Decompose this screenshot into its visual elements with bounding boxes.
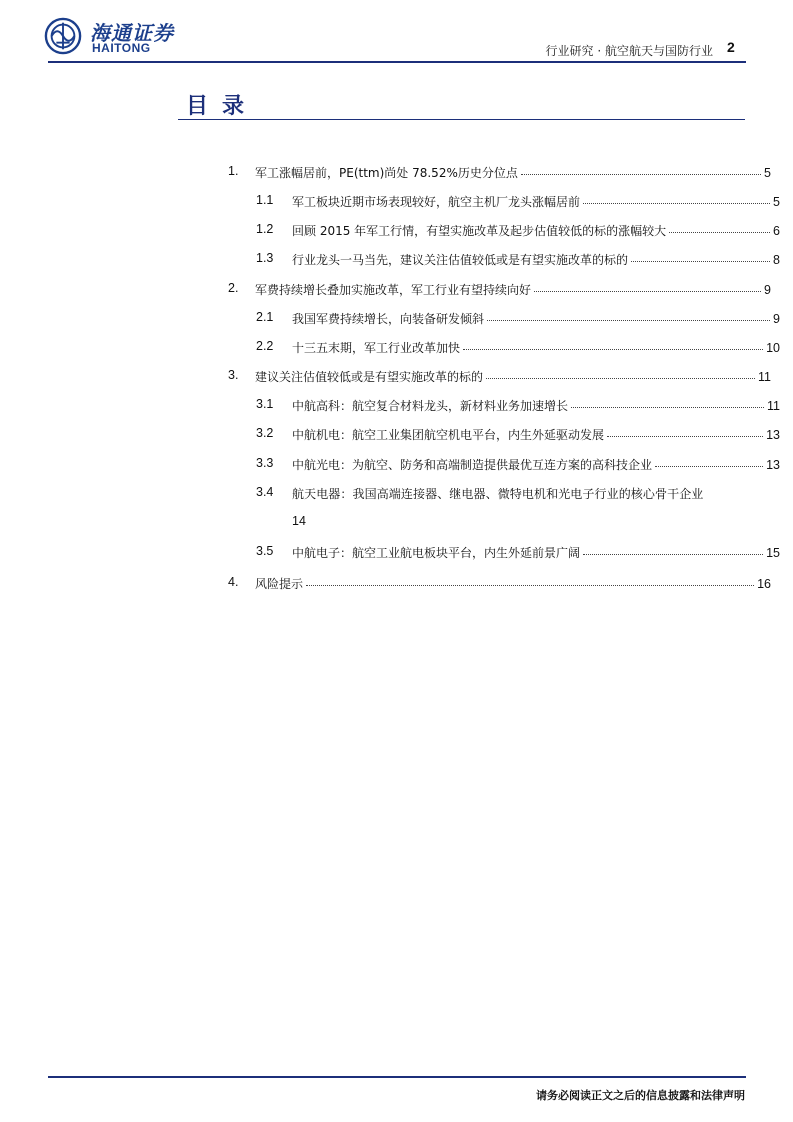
- toc-entry-title: 中航机电：航空工业集团航空机电平台，内生外延驱动发展: [292, 428, 605, 442]
- dot-leader: [631, 251, 770, 262]
- toc-entry-title: 我国军费持续增长，向装备研发倾斜: [292, 312, 485, 326]
- toc-entry-title: 建议关注估值较低或是有望实施改革的标的: [255, 370, 484, 384]
- page-number: 2: [727, 39, 735, 55]
- toc-entry-number: 1.: [228, 164, 239, 178]
- toc-entry-3-2[interactable]: [256, 426, 780, 444]
- dot-leader: [463, 339, 763, 350]
- toc-entry-number: 2.1: [256, 310, 274, 324]
- toc-entry-number: 3.5: [256, 544, 274, 558]
- dot-leader: [583, 193, 770, 204]
- disclosure-notice: 请务必阅读正文之后的信息披露和法律声明: [536, 1089, 745, 1102]
- company-logo: [44, 15, 204, 59]
- toc-entry-number: 3.1: [256, 397, 274, 411]
- header-divider: [48, 61, 746, 63]
- toc-entry-number: 1.1: [256, 193, 274, 207]
- toc-entry-1-2[interactable]: [256, 222, 780, 240]
- dot-leader: [306, 575, 754, 586]
- report-category: 行业研究 · 航空航天与国防行业: [545, 44, 713, 58]
- toc-entry-page: 11: [767, 399, 780, 413]
- toc-entry-3[interactable]: [228, 368, 771, 386]
- toc-entry-number: 3.4: [256, 485, 274, 499]
- dot-leader: [534, 281, 761, 292]
- toc-entry-title: 行业龙头一马当先，建议关注估值较低或是有望实施改革的标的: [292, 253, 629, 267]
- toc-entry-page: 6: [773, 224, 780, 238]
- toc-entry-title: 航天电器：我国高端连接器、继电器、微特电机和光电子行业的核心骨干企业: [292, 487, 704, 501]
- haitong-emblem-icon: [44, 17, 82, 55]
- dot-leader: [655, 456, 763, 467]
- toc-entry-3-1[interactable]: [256, 397, 780, 415]
- toc-entry-2-1[interactable]: [256, 310, 780, 328]
- toc-entry-title: 风险提示: [255, 577, 304, 591]
- toc-entry-1[interactable]: [228, 164, 771, 182]
- toc-entry-page: 8: [773, 253, 780, 267]
- toc-entry-page: 5: [773, 195, 780, 209]
- toc-entry-3-3[interactable]: [256, 456, 780, 474]
- toc-entry-title: 中航光电：为航空、防务和高端制造提供最优互连方案的高科技企业: [292, 458, 653, 472]
- toc-entry-number: 2.2: [256, 339, 274, 353]
- toc-entry-3-4[interactable]: [256, 485, 780, 533]
- toc-entry-number: 3.3: [256, 456, 274, 470]
- dot-leader: [583, 544, 763, 555]
- toc-entry-number: 1.2: [256, 222, 274, 236]
- toc-entry-page: 13: [766, 428, 780, 442]
- toc-entry-1-1[interactable]: [256, 193, 780, 211]
- dot-leader: [669, 222, 770, 233]
- footer-divider: [48, 1076, 746, 1078]
- dot-leader: [571, 397, 764, 408]
- toc-entry-page: 10: [766, 341, 780, 355]
- toc-entry-page: 15: [766, 546, 780, 560]
- toc-entry-3-5[interactable]: [256, 544, 780, 562]
- toc-entry-number: 1.3: [256, 251, 274, 265]
- toc-entry-title: 军费持续增长叠加实施改革，军工行业有望持续向好: [255, 283, 532, 297]
- toc-heading-underline: [178, 119, 745, 120]
- toc-entry-number: 3.: [228, 368, 239, 382]
- toc-entry-number: 3.2: [256, 426, 274, 440]
- dot-leader: [607, 426, 763, 437]
- toc-entry-title: 军工板块近期市场表现较好，航空主机厂龙头涨幅居前: [292, 195, 581, 209]
- toc-entry-title: 回顾 2015 年军工行情，有望实施改革及起步估值较低的标的涨幅较大: [292, 224, 667, 238]
- toc-entry-title: 军工涨幅居前，PE(ttm)尚处 78.52%历史分位点: [255, 166, 518, 180]
- logo-chinese-name: 海通证券: [90, 21, 174, 45]
- toc-entry-page: 5: [764, 166, 771, 180]
- toc-entry-title: 中航电子：航空工业航电板块平台，内生外延前景广阔: [292, 546, 581, 560]
- dot-leader: [521, 164, 761, 175]
- toc-entry-page: 16: [757, 577, 771, 591]
- toc-entry-number: 4.: [228, 575, 239, 589]
- toc-heading: 目录: [186, 94, 259, 119]
- toc-entry-4[interactable]: [228, 575, 771, 593]
- dot-leader: [486, 368, 755, 379]
- toc-entry-title: 十三五末期，军工行业改革加快: [292, 341, 461, 355]
- toc-entry-2-2[interactable]: [256, 339, 780, 357]
- toc-entry-page: 11: [758, 370, 771, 384]
- toc-entry-2[interactable]: [228, 281, 771, 299]
- toc-entry-title: 中航高科：航空复合材料龙头，新材料业务加速增长: [292, 399, 569, 413]
- toc-entry-number: 2.: [228, 281, 239, 295]
- logo-english-name: HAITONG: [92, 41, 151, 55]
- toc-entry-page: 9: [773, 312, 780, 326]
- toc-entry-page: 9: [764, 283, 771, 297]
- toc-entry-1-3[interactable]: [256, 251, 780, 269]
- dot-leader: [487, 310, 770, 321]
- toc-entry-page: 13: [766, 458, 780, 472]
- toc-entry-page: 14: [292, 514, 306, 528]
